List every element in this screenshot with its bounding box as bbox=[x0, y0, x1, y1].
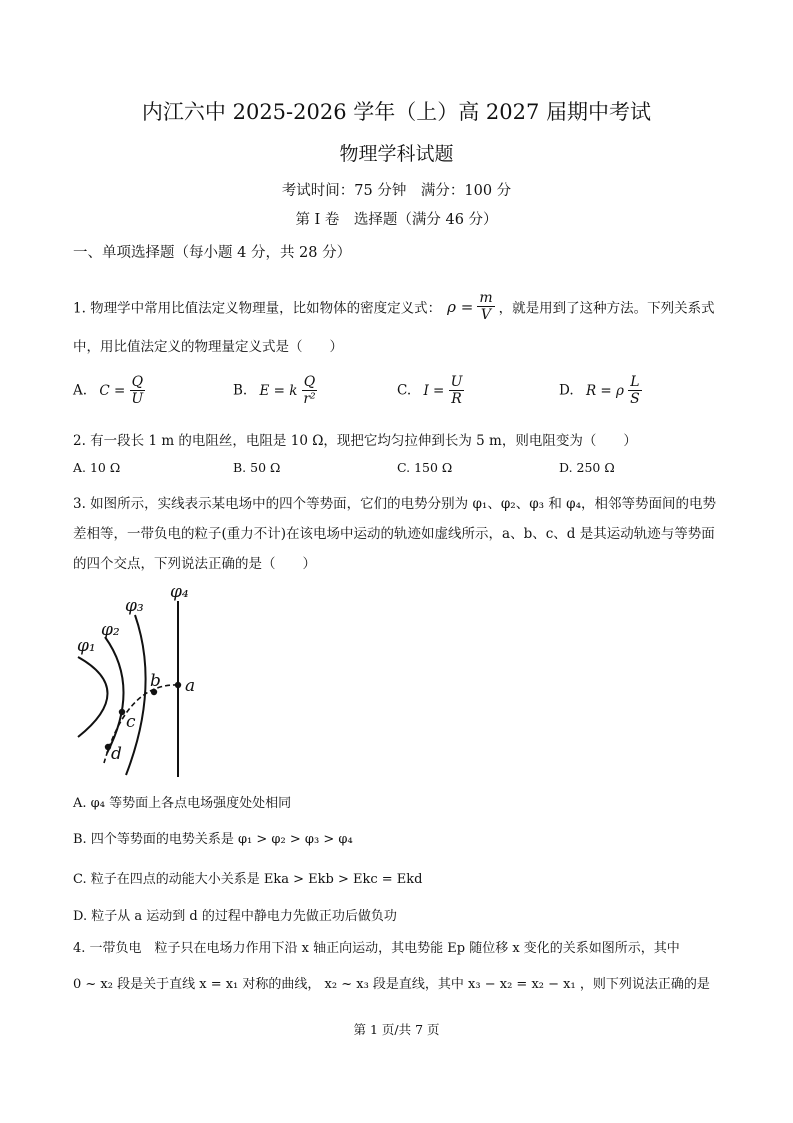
exam-title: 内江六中 2025-2026 学年（上）高 2027 届期中考试 bbox=[141, 100, 652, 124]
q1-option-a[interactable]: A. C = $\frac{Q}{U}$ bbox=[73, 374, 144, 407]
point-a bbox=[175, 682, 181, 688]
exam-info: 考试时间：75 分钟 满分：100 分 bbox=[281, 183, 512, 199]
label-b: b bbox=[150, 671, 161, 691]
q1-prefix: 1. 物理学中常用比值法定义物理量，比如物体的密度定义式： bbox=[73, 300, 442, 317]
q3-option-a[interactable]: A. φ₄ 等势面上各点电场强度处处相同 bbox=[73, 796, 292, 811]
question-3-line-1: 3. 如图所示，实线表示某电场中的四个等势面，它们的电势分别为 φ₁、φ₂、φ₃ 和 φ₄，相邻等势面间的电势 bbox=[73, 496, 717, 512]
page-number: 第 1 页/共 7 页 bbox=[353, 1022, 440, 1037]
q1-option-d[interactable]: D. R = ρ $\frac{L}{S}$ bbox=[559, 374, 640, 407]
q2-option-a[interactable]: A. 10 Ω bbox=[73, 460, 121, 475]
equipotential-phi3 bbox=[126, 615, 146, 775]
subject-title: 物理学科试题 bbox=[339, 143, 454, 165]
rho-symbol: ρ = bbox=[447, 297, 474, 316]
question-4-line-2: 0 ~ x₂ 段是关于直线 x = x₁ 对称的曲线， x₂ ~ x₃ 段是直线，其中 x₃ − x₂ = x₂ − x₁ ，则下列说法正确的是 bbox=[73, 977, 710, 992]
point-c bbox=[119, 709, 125, 715]
q2-option-d[interactable]: D. 250 Ω bbox=[559, 460, 615, 475]
question-2-stem: 2. 有一段长 1 m 的电阻丝，电阻是 10 Ω，现把它均匀拉伸到长为 5 m，则电阻变为（ ） bbox=[73, 433, 637, 449]
label-phi2: φ₂ bbox=[101, 620, 120, 640]
equipotential-phi1 bbox=[78, 657, 108, 737]
q2-option-b[interactable]: B. 50 Ω bbox=[233, 460, 281, 475]
volume-heading: 第 I 卷 选择题（满分 46 分） bbox=[295, 212, 498, 228]
label-phi1: φ₁ bbox=[77, 636, 96, 656]
label-c: c bbox=[126, 712, 136, 732]
question-4-line-1: 4. 一带负电 粒子只在电场力作用下沿 x 轴正向运动，其电势能 Ep 随位移 x 变化的关系如图所示，其中 bbox=[73, 941, 680, 956]
q1-option-b[interactable]: B. E = k $\frac{Q}{\text{r²}}$ bbox=[233, 374, 316, 407]
label-d: d bbox=[111, 744, 122, 764]
q3-option-b[interactable]: B. 四个等势面的电势关系是 φ₁ > φ₂ > φ₃ > φ₄ bbox=[73, 832, 353, 847]
q1-suffix: ，就是用到了这种方法。下列关系式 bbox=[498, 300, 715, 317]
equipotential-figure bbox=[65, 575, 215, 785]
q3-option-c[interactable]: C. 粒子在四点的动能大小关系是 Eka > Ekb > Ekc = Ekd bbox=[73, 872, 423, 887]
question-3-line-3: 的四个交点，下列说法正确的是（ ） bbox=[73, 556, 316, 572]
q3-option-d[interactable]: D. 粒子从 a 运动到 d 的过程中静电力先做正功后做负功 bbox=[73, 909, 397, 924]
label-a: a bbox=[185, 676, 196, 696]
q2-option-c[interactable]: C. 150 Ω bbox=[397, 460, 453, 475]
question-1-line-2: 中，用比值法定义的物理量定义式是（ ） bbox=[73, 339, 343, 355]
label-phi3: φ₃ bbox=[125, 596, 144, 616]
section-heading: 一、单项选择题（每小题 4 分，共 28 分） bbox=[73, 245, 352, 261]
question-1-line-1 bbox=[73, 290, 715, 323]
density-fraction: $\frac{m}{V}$ bbox=[479, 290, 493, 323]
question-3-line-2: 差相等，一带负电的粒子(重力不计)在该电场中运动的轨迹如虚线所示，a、b、c、d 是其运动轨迹与等势面 bbox=[73, 526, 715, 542]
q1-option-c[interactable]: C. I = $\frac{U}{R}$ bbox=[397, 374, 463, 407]
label-phi4: φ₄ bbox=[170, 582, 189, 602]
